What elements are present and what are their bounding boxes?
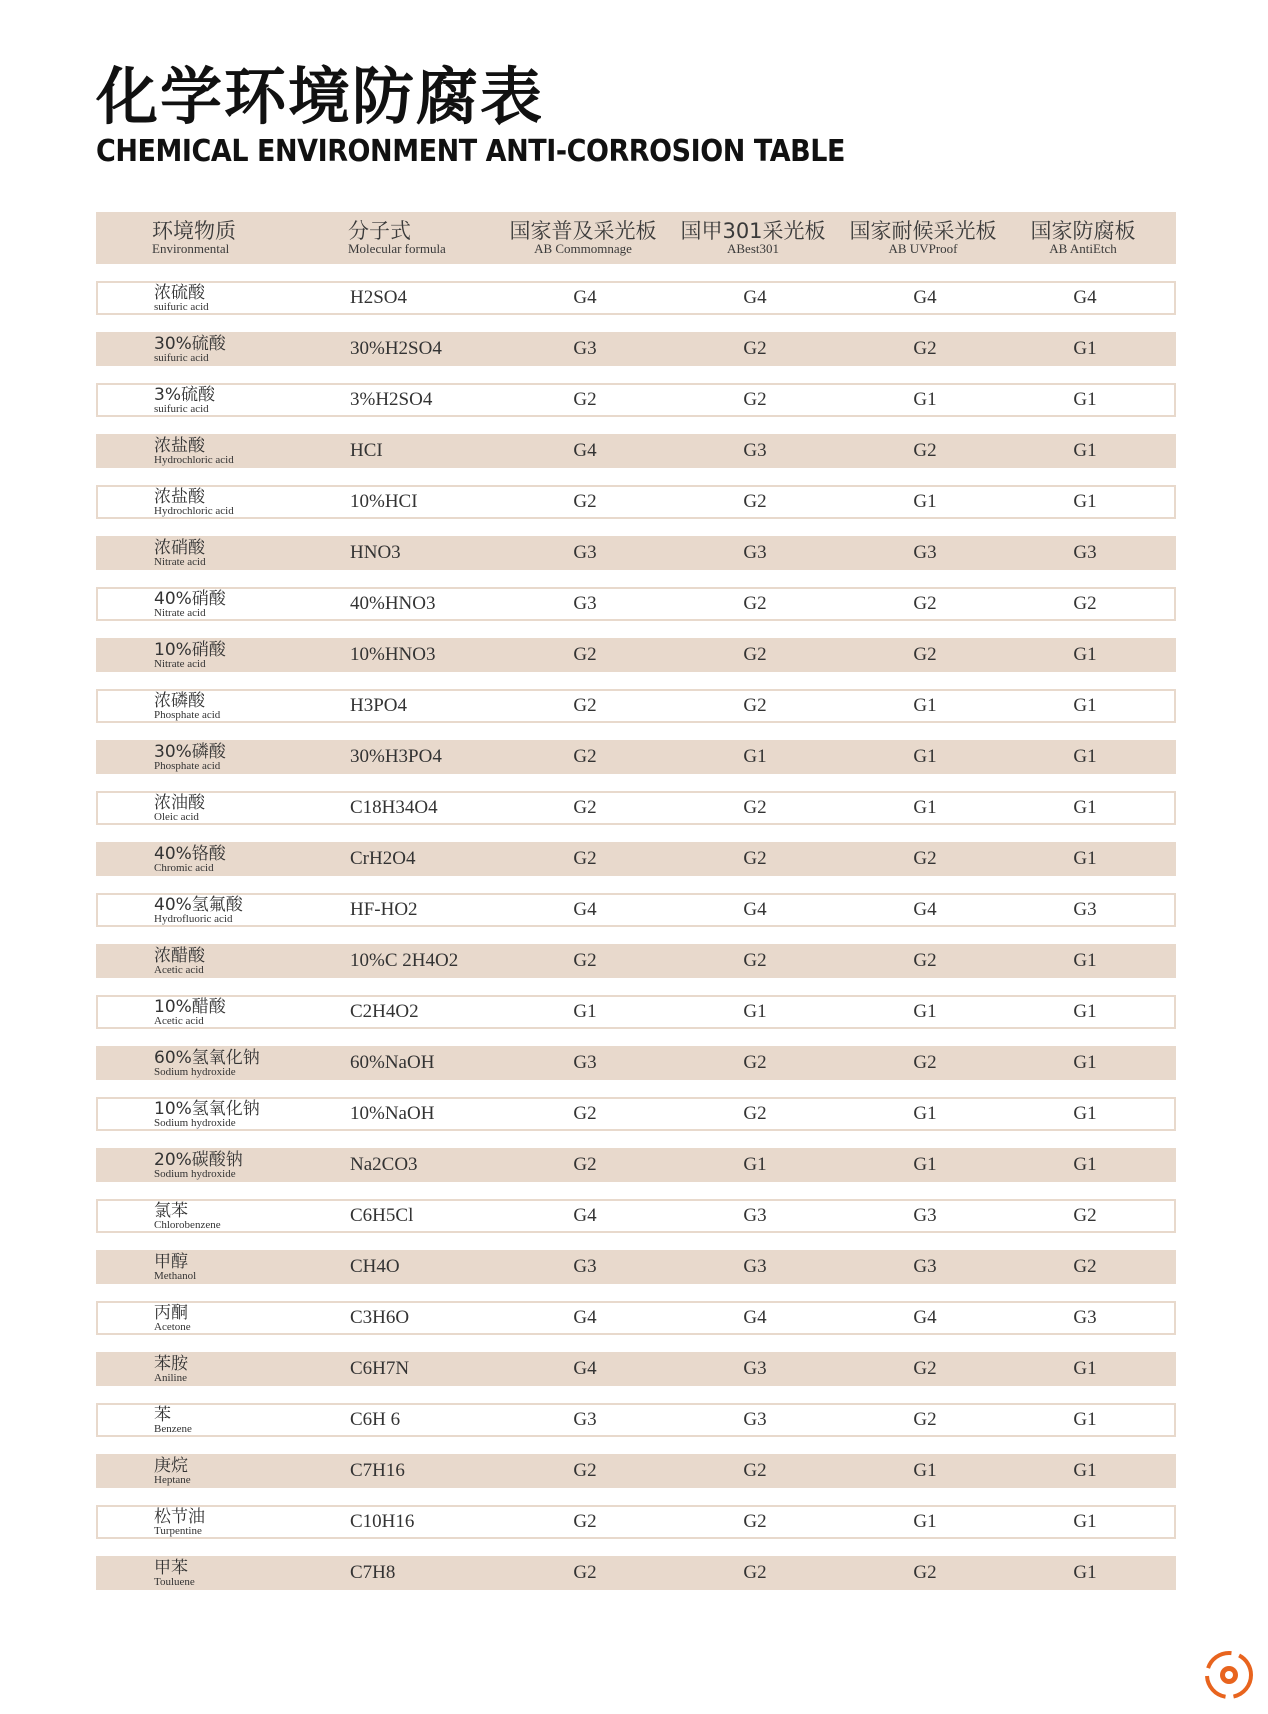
grade-cell: G4 [573, 287, 597, 308]
formula-cell: 40%HNO3 [350, 593, 436, 614]
grade-cell: G3 [743, 1409, 767, 1430]
environment-cell [98, 641, 350, 670]
grade-cell: G1 [1073, 746, 1097, 767]
environment-name-en: Methanol [154, 1269, 197, 1282]
formula-cell: 10%C 2H4O2 [350, 950, 459, 971]
table-row [96, 1250, 1176, 1284]
environment-name-cn: 10%氢氧化钠 [154, 1098, 260, 1119]
grade-cell: G2 [573, 797, 597, 818]
environment-name-cn: 30%磷酸 [154, 741, 226, 762]
grade-cell: G3 [1073, 1307, 1097, 1328]
grade-cell: G2 [573, 695, 597, 716]
grade-cell: G4 [743, 287, 767, 308]
environment-cell [98, 1049, 350, 1078]
grade-cell: G3 [573, 542, 597, 563]
environment-cell [98, 743, 350, 772]
grade-cell: G1 [1073, 1103, 1097, 1124]
formula-cell: C6H7N [350, 1358, 410, 1379]
environment-name-cn: 浓硝酸 [154, 537, 205, 558]
grade-cell: G3 [1073, 542, 1097, 563]
grade-cell: G2 [913, 950, 937, 971]
formula-cell: H2SO4 [350, 287, 408, 308]
environment-cell [98, 1151, 350, 1180]
environment-name-cn: 浓盐酸 [154, 435, 205, 456]
grade-cell: G2 [743, 1103, 767, 1124]
table-row [96, 791, 1176, 825]
environment-cell [98, 794, 350, 823]
environment-cell [98, 284, 350, 313]
environment-cell [98, 335, 350, 364]
environment-cell [98, 539, 350, 568]
grade-cell: G2 [743, 950, 767, 971]
formula-cell: 10%HNO3 [350, 644, 436, 665]
grade-cell: G1 [1073, 797, 1097, 818]
environment-name-cn: 浓磷酸 [154, 690, 205, 711]
formula-cell: Na2CO3 [350, 1154, 418, 1175]
environment-name-en: Acetic acid [154, 1014, 204, 1027]
environment-name-en: Sodium hydroxide [154, 1167, 236, 1180]
grade-cell: G4 [573, 899, 597, 920]
environment-name-cn: 30%硫酸 [154, 333, 226, 354]
formula-cell: CH4O [350, 1256, 400, 1277]
formula-cell: C2H4O2 [350, 1001, 419, 1022]
grade-cell: G1 [1073, 848, 1097, 869]
page-title: 化学环境防腐表 [96, 60, 545, 133]
grade-cell: G1 [1073, 491, 1097, 512]
environment-name-cn: 10%硝酸 [154, 639, 226, 660]
table-row [96, 1199, 1176, 1233]
grade-cell: G2 [573, 1103, 597, 1124]
table-row [96, 587, 1176, 621]
environment-name-cn: 苯胺 [154, 1353, 188, 1374]
environment-name-en: Chlorobenzene [154, 1218, 221, 1231]
environment-name-cn: 10%醋酸 [154, 996, 226, 1017]
header-antietch: 国家防腐板 AB AntiEtch [1030, 219, 1136, 256]
environment-name-cn: 浓硫酸 [154, 282, 205, 303]
table-row [96, 638, 1176, 672]
formula-cell: HCI [350, 440, 383, 461]
grade-cell: G2 [573, 491, 597, 512]
environment-name-en: Chromic acid [154, 861, 214, 874]
environment-cell [98, 896, 350, 925]
grade-cell: G2 [913, 848, 937, 869]
grade-cell: G2 [743, 491, 767, 512]
grade-cell: G1 [1073, 1511, 1097, 1532]
grade-cell: G2 [743, 848, 767, 869]
environment-name-cn: 浓盐酸 [154, 486, 205, 507]
grade-cell: G1 [1073, 440, 1097, 461]
page-subtitle: CHEMICAL ENVIRONMENT ANTI-CORROSION TABLE [96, 134, 846, 169]
environment-name-en: Nitrate acid [154, 606, 206, 619]
formula-cell: C7H8 [350, 1562, 396, 1583]
table-row [96, 689, 1176, 723]
grade-cell: G2 [743, 1052, 767, 1073]
grade-cell: G1 [1073, 695, 1097, 716]
environment-name-cn: 40%硝酸 [154, 588, 226, 609]
formula-cell: H3PO4 [350, 695, 408, 716]
environment-cell [98, 1508, 350, 1537]
grade-cell: G1 [1073, 1358, 1097, 1379]
grade-cell: G2 [743, 1460, 767, 1481]
environment-cell [98, 1202, 350, 1231]
grade-cell: G1 [1073, 1562, 1097, 1583]
environment-cell [98, 590, 350, 619]
environment-name-en: suifuric acid [154, 351, 209, 364]
formula-cell: C3H6O [350, 1307, 410, 1328]
grade-cell: G2 [743, 1511, 767, 1532]
grade-cell: G2 [913, 1358, 937, 1379]
grade-cell: G3 [573, 1409, 597, 1430]
header-environmental: 环境物质 Environmental [152, 219, 236, 256]
grade-cell: G2 [573, 1562, 597, 1583]
environment-name-cn: 苯 [154, 1404, 171, 1425]
environment-name-cn: 甲醇 [154, 1251, 188, 1272]
environment-name-en: Phosphate acid [154, 708, 221, 721]
environment-name-cn: 40%铬酸 [154, 843, 226, 864]
environment-name-en: Oleic acid [154, 810, 199, 823]
grade-cell: G3 [743, 440, 767, 461]
environment-name-en: suifuric acid [154, 402, 209, 415]
formula-cell: 30%H3PO4 [350, 746, 442, 767]
grade-cell: G4 [913, 899, 937, 920]
grade-cell: G2 [1073, 1205, 1097, 1226]
grade-cell: G2 [743, 797, 767, 818]
environment-name-cn: 庚烷 [154, 1455, 188, 1476]
grade-cell: G4 [573, 440, 597, 461]
grade-cell: G3 [743, 542, 767, 563]
grade-cell: G1 [1073, 1460, 1097, 1481]
grade-cell: G2 [913, 338, 937, 359]
table-row [96, 1148, 1176, 1182]
table-header [96, 212, 1176, 264]
table-row [96, 383, 1176, 417]
grade-cell: G1 [1073, 389, 1097, 410]
table-row [96, 1505, 1176, 1539]
grade-cell: G2 [913, 1052, 937, 1073]
formula-cell: 30%H2SO4 [350, 338, 442, 359]
grade-cell: G1 [1073, 1409, 1097, 1430]
grade-cell: G1 [1073, 644, 1097, 665]
grade-cell: G1 [743, 1001, 767, 1022]
table-row [96, 1301, 1176, 1335]
environment-name-cn: 40%氢氟酸 [154, 894, 243, 915]
environment-cell [98, 1457, 350, 1486]
environment-name-en: Hydrochloric acid [154, 504, 234, 517]
environment-name-cn: 3%硫酸 [154, 384, 215, 405]
grade-cell: G1 [913, 1460, 937, 1481]
table-row [96, 995, 1176, 1029]
environment-cell [98, 947, 350, 976]
grade-cell: G1 [913, 1001, 937, 1022]
environment-name-en: Acetone [154, 1320, 191, 1333]
environment-name-en: Hydrofluoric acid [154, 912, 233, 925]
grade-cell: G1 [573, 1001, 597, 1022]
environment-name-en: suifuric acid [154, 300, 209, 313]
grade-cell: G1 [1073, 1001, 1097, 1022]
grade-cell: G1 [913, 491, 937, 512]
grade-cell: G3 [743, 1358, 767, 1379]
grade-cell: G3 [573, 338, 597, 359]
table-row [96, 485, 1176, 519]
grade-cell: G3 [913, 542, 937, 563]
environment-name-en: Nitrate acid [154, 657, 206, 670]
table-row [96, 1556, 1176, 1590]
grade-cell: G2 [913, 593, 937, 614]
table-row [96, 1454, 1176, 1488]
grade-cell: G4 [913, 1307, 937, 1328]
grade-cell: G1 [913, 1511, 937, 1532]
grade-cell: G3 [743, 1205, 767, 1226]
grade-cell: G2 [743, 695, 767, 716]
grade-cell: G1 [913, 389, 937, 410]
environment-cell [98, 488, 350, 517]
environment-cell [98, 1253, 350, 1282]
table-row [96, 1403, 1176, 1437]
environment-name-en: Acetic acid [154, 963, 204, 976]
grade-cell: G3 [573, 1052, 597, 1073]
environment-name-cn: 60%氢氧化钠 [154, 1047, 260, 1068]
environment-name-cn: 浓油酸 [154, 792, 205, 813]
grade-cell: G1 [743, 746, 767, 767]
grade-cell: G4 [743, 899, 767, 920]
grade-cell: G2 [573, 1511, 597, 1532]
grade-cell: G2 [573, 950, 597, 971]
grade-cell: G4 [913, 287, 937, 308]
environment-name-en: Phosphate acid [154, 759, 221, 772]
grade-cell: G1 [913, 695, 937, 716]
environment-cell [98, 1304, 350, 1333]
grade-cell: G1 [1073, 950, 1097, 971]
formula-cell: C18H34O4 [350, 797, 438, 818]
environment-cell [98, 1100, 350, 1129]
table-row [96, 1352, 1176, 1386]
grade-cell: G2 [573, 389, 597, 410]
environment-name-cn: 氯苯 [154, 1200, 188, 1221]
environment-cell [98, 386, 350, 415]
grade-cell: G3 [1073, 899, 1097, 920]
environment-name-en: Sodium hydroxide [154, 1116, 236, 1129]
grade-cell: G2 [1073, 1256, 1097, 1277]
environment-name-cn: 浓醋酸 [154, 945, 205, 966]
environment-cell [98, 998, 350, 1027]
table-row [96, 281, 1176, 315]
header-uvproof: 国家耐候采光板 AB UVProof [849, 219, 997, 256]
grade-cell: G4 [743, 1307, 767, 1328]
environment-name-en: Touluene [154, 1575, 195, 1588]
grade-cell: G3 [913, 1256, 937, 1277]
grade-cell: G2 [573, 848, 597, 869]
environment-cell [98, 1355, 350, 1384]
grade-cell: G4 [1073, 287, 1097, 308]
grade-cell: G1 [913, 797, 937, 818]
grade-cell: G1 [913, 1103, 937, 1124]
grade-cell: G4 [573, 1358, 597, 1379]
grade-cell: G2 [573, 644, 597, 665]
grade-cell: G2 [573, 746, 597, 767]
grade-cell: G4 [573, 1205, 597, 1226]
formula-cell: 60%NaOH [350, 1052, 435, 1073]
environment-name-cn: 丙酮 [154, 1302, 188, 1323]
company-logo-icon [1204, 1650, 1254, 1700]
formula-cell: 10%HCI [350, 491, 418, 512]
formula-cell: HF-HO2 [350, 899, 418, 920]
header-commonnage: 国家普及采光板 AB Commomnage [509, 219, 657, 256]
environment-cell [98, 1559, 350, 1588]
grade-cell: G2 [913, 1562, 937, 1583]
grade-cell: G2 [743, 644, 767, 665]
table-row [96, 1046, 1176, 1080]
formula-cell: C10H16 [350, 1511, 415, 1532]
environment-name-en: Hydrochloric acid [154, 453, 234, 466]
environment-cell [98, 692, 350, 721]
table-row [96, 842, 1176, 876]
table-row [96, 1097, 1176, 1131]
environment-name-en: Turpentine [154, 1524, 202, 1537]
grade-cell: G2 [1073, 593, 1097, 614]
grade-cell: G2 [743, 338, 767, 359]
corrosion-table [96, 212, 1176, 1590]
grade-cell: G3 [573, 1256, 597, 1277]
environment-name-cn: 甲苯 [154, 1557, 188, 1578]
formula-cell: 3%H2SO4 [350, 389, 433, 410]
header-abest301: 国甲301采光板 ABest301 [680, 219, 826, 256]
grade-cell: G2 [743, 593, 767, 614]
environment-name-en: Nitrate acid [154, 555, 206, 568]
grade-cell: G1 [1073, 1052, 1097, 1073]
grade-cell: G3 [913, 1205, 937, 1226]
grade-cell: G3 [573, 593, 597, 614]
environment-name-en: Aniline [154, 1371, 187, 1384]
grade-cell: G1 [1073, 338, 1097, 359]
formula-cell: HNO3 [350, 542, 401, 563]
header-formula: 分子式 Molecular formula [348, 219, 446, 256]
table-row [96, 893, 1176, 927]
environment-name-en: Benzene [154, 1422, 192, 1435]
table-row [96, 332, 1176, 366]
formula-cell: C6H5Cl [350, 1205, 414, 1226]
grade-cell: G1 [1073, 1154, 1097, 1175]
grade-cell: G2 [913, 644, 937, 665]
table-row [96, 944, 1176, 978]
formula-cell: C7H16 [350, 1460, 405, 1481]
grade-cell: G1 [913, 746, 937, 767]
table-body [96, 281, 1176, 1590]
grade-cell: G2 [573, 1154, 597, 1175]
grade-cell: G3 [743, 1256, 767, 1277]
grade-cell: G1 [913, 1154, 937, 1175]
grade-cell: G2 [913, 1409, 937, 1430]
environment-cell [98, 1406, 350, 1435]
formula-cell: C6H 6 [350, 1409, 401, 1430]
grade-cell: G2 [573, 1460, 597, 1481]
environment-name-en: Sodium hydroxide [154, 1065, 236, 1078]
environment-cell [98, 845, 350, 874]
environment-name-cn: 20%碳酸钠 [154, 1149, 243, 1170]
environment-cell [98, 437, 350, 466]
grade-cell: G2 [743, 389, 767, 410]
grade-cell: G2 [913, 440, 937, 461]
grade-cell: G4 [573, 1307, 597, 1328]
formula-cell: CrH2O4 [350, 848, 416, 869]
environment-name-en: Heptane [154, 1473, 191, 1486]
formula-cell: 10%NaOH [350, 1103, 435, 1124]
table-row [96, 434, 1176, 468]
environment-name-cn: 松节油 [154, 1506, 205, 1527]
grade-cell: G1 [743, 1154, 767, 1175]
grade-cell: G2 [743, 1562, 767, 1583]
table-row [96, 536, 1176, 570]
table-row [96, 740, 1176, 774]
